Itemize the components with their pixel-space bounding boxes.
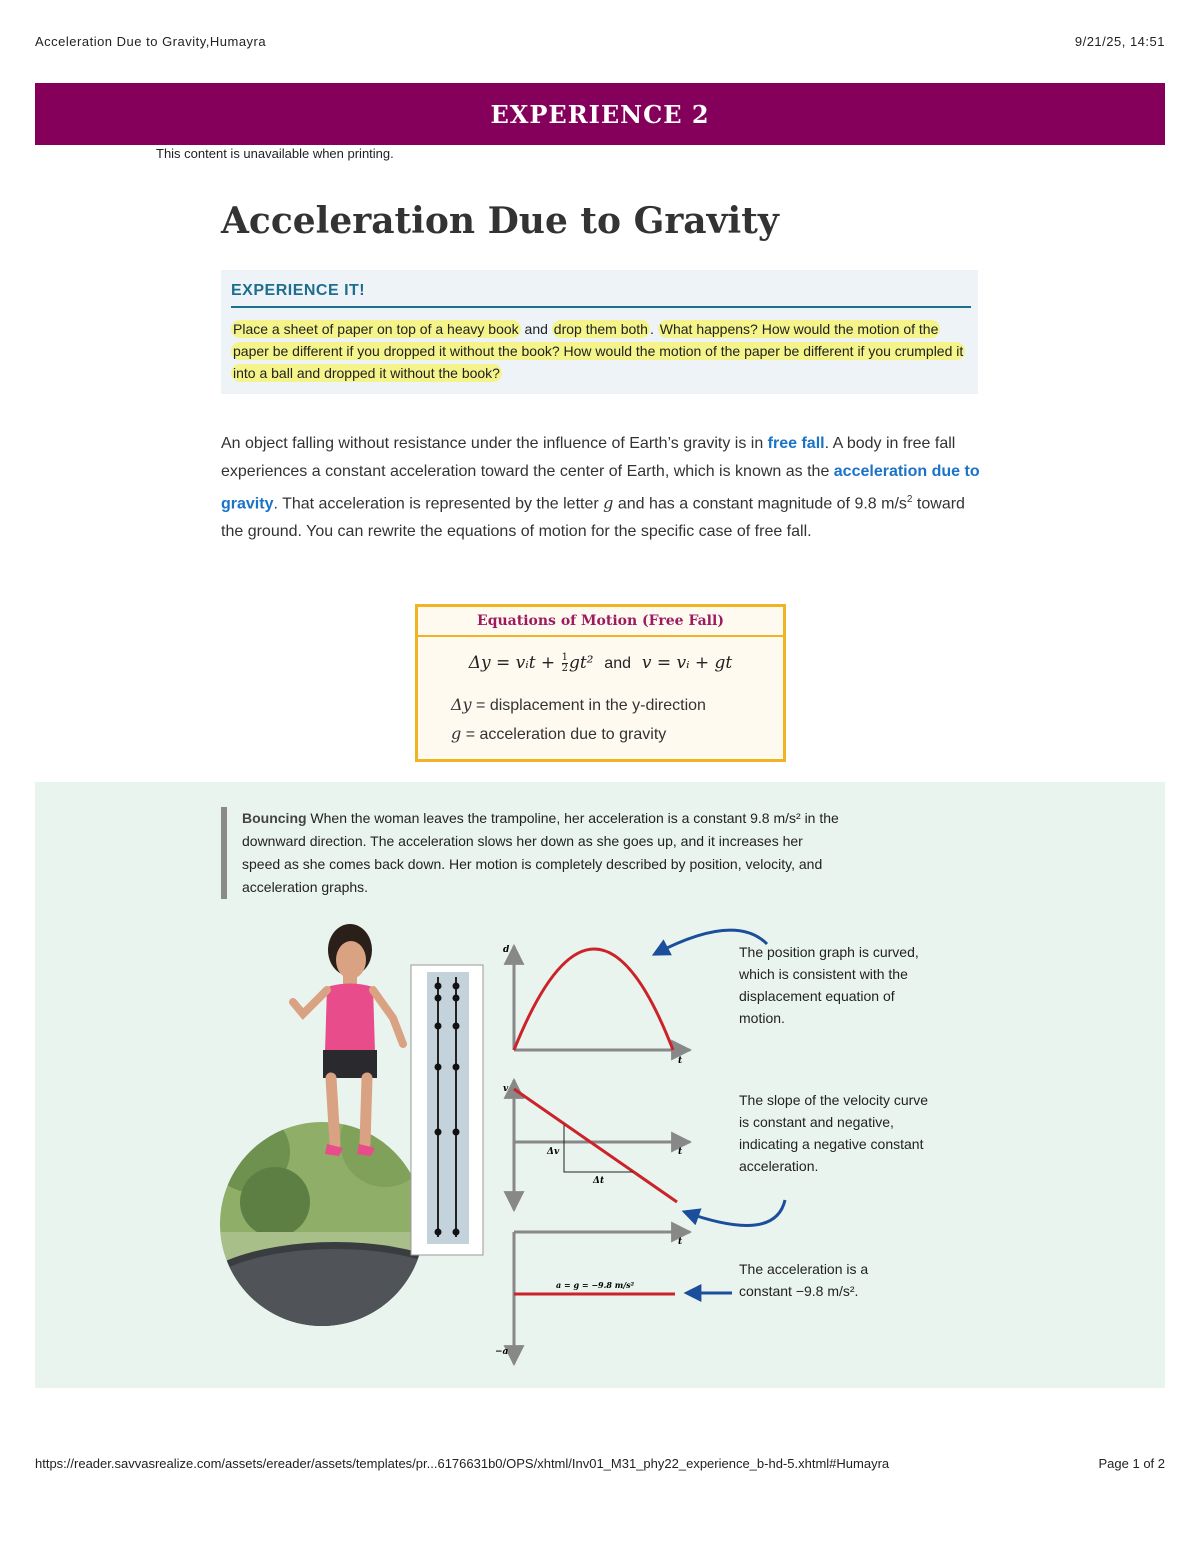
label-t-position: t [678,1056,683,1066]
highlight-2: drop them both [553,321,648,337]
label-d: d [503,945,510,955]
fraction-one-half [562,653,568,674]
definition-gravity [451,724,666,744]
print-notice: This content is unavailable when printing. [156,146,394,161]
glossary-link-acceleration-due-to-gravity[interactable]: acceleration due to gravity [221,463,980,513]
caption-text: When the woman leaves the trampoline, her acceleration is a constant 9.8 m/s² in the downward direction. The acceleration slows her down as she goes up, and it increases her speed as she comes back down. Her motion is completely described by position, velocity, and acceleration graphs. [242,810,839,895]
position-curve [514,949,673,1050]
note-acceleration-graph: The acceleration is a constant −9.8 m/s². [739,1261,869,1299]
def-symbol: Δy [451,695,472,714]
body-text: and has a constant magnitude of 9.8 m/s [613,495,907,513]
equations-heading: Equations of Motion (Free Fall) [418,607,783,637]
equation-line [418,653,783,674]
equation-and: and [604,655,631,672]
label-t-acceleration: t [678,1237,683,1247]
note-position-graph: The position graph is curved, which is consistent with the displacement equation of motion. [739,944,919,1026]
superscript: 2 [906,494,913,505]
highlight-1: Place a sheet of paper on top of a heavy book [233,321,519,337]
label-accel-eq: a = g = −9.8 m/s² [556,1280,635,1290]
highlight-3: What happens? How would the motion of the paper be different if you dropped it without the book? How would the motion of the paper be different if you crumpled it into a ball and dropped it without the book? [233,321,964,381]
equation-tail: gt² [568,653,594,673]
glossary-link-free-fall[interactable]: free fall [767,435,825,452]
body-text: toward the ground. You can rewrite the equations of motion for the specific case of free fall. [221,495,965,541]
experience-it-rule [231,306,971,308]
label-v: v [503,1084,509,1094]
experience-it-heading: EXPERIENCE IT! [231,282,366,299]
def-symbol: g [451,724,462,743]
experience-it-text [231,318,971,384]
experience-it-box [221,270,978,394]
label-delta-v: Δv [547,1147,560,1157]
plain-text: and [520,321,552,337]
equation-displacement: Δy = vᵢt + [468,653,556,673]
strobe-diagram [411,965,483,1255]
footer-url: https://reader.savvasrealize.com/assets/ereader/assets/templates/pr...6176631b0/OPS/xhtml/Inv01_M31_phy22_experience_b-hd-5.xhtml#Humayra [35,1456,890,1471]
label-neg-a: −a [495,1347,509,1357]
definition-displacement [451,695,706,715]
header-document-title: Acceleration Due to Gravity,Humayra [35,34,267,49]
position-graph [503,945,690,1066]
footer-page-number: Page 1 of 2 [1098,1456,1165,1471]
banner-title: EXPERIENCE 2 [490,99,710,129]
caption-title: Bouncing [242,810,307,826]
arrow-velocity [685,1200,785,1225]
velocity-graph [503,1080,690,1210]
free-fall-paragraph [221,430,981,546]
equation-velocity: v = vᵢ + gt [641,653,733,673]
experience-banner [35,83,1165,145]
def-text: = displacement in the y-direction [471,697,706,714]
body-text: An object falling without resistance under the influence of Earth’s gravity is in [221,435,768,452]
woman-figure [293,924,403,1156]
body-text: . A body in free fall experiences a constant acceleration toward the center of Earth, which is known as the [221,435,956,480]
figure-caption [221,807,842,899]
equations-box [415,604,786,762]
symbol-g: g [603,493,614,513]
label-t-velocity: t [678,1147,683,1157]
def-text: = acceleration due to gravity [461,726,667,743]
plain-text: . [649,321,658,337]
note-velocity-graph: The slope of the velocity curve is constant and negative, indicating a negative constant acceleration. [739,1092,929,1174]
body-text: . That acceleration is represented by the letter [273,495,604,513]
bouncing-figure [35,782,1165,1388]
frac-den: 2 [561,663,568,674]
header-timestamp: 9/21/25, 14:51 [1074,34,1165,49]
acceleration-graph [495,1232,690,1364]
frac-num: 1 [561,652,568,663]
label-delta-t: Δt [593,1176,605,1186]
page-title: Acceleration Due to Gravity [221,200,779,242]
